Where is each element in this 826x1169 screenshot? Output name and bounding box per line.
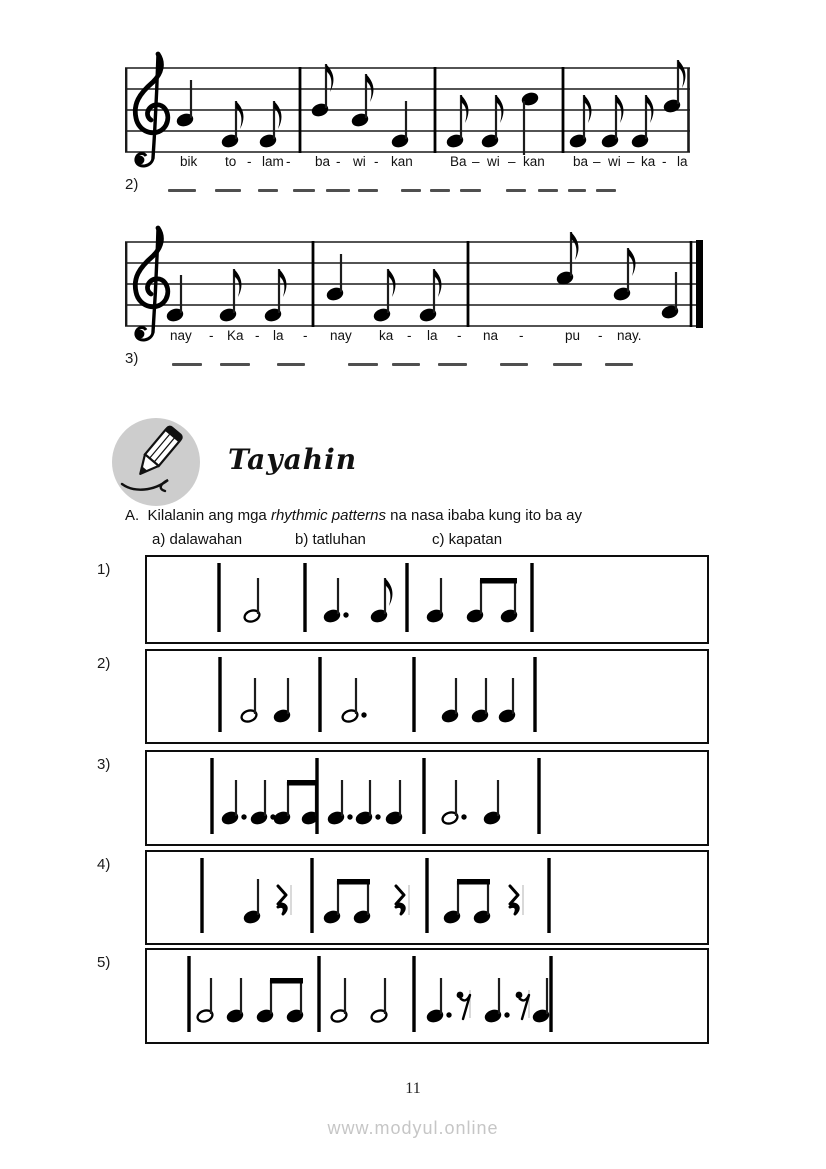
quarter-rest bbox=[278, 885, 291, 915]
note-q bbox=[326, 254, 344, 301]
note-q bbox=[273, 678, 291, 723]
answer-dash bbox=[605, 363, 633, 366]
music-staff-1 bbox=[125, 36, 690, 186]
instruction-letter: A. bbox=[125, 507, 140, 524]
lyric-syllable: nay. bbox=[617, 328, 642, 343]
note-q bbox=[243, 879, 261, 924]
eighth-flag bbox=[385, 578, 392, 606]
note-q bbox=[471, 678, 489, 723]
answer-dash bbox=[215, 189, 241, 192]
note-e8 bbox=[219, 269, 241, 322]
lyric-syllable: - bbox=[286, 154, 291, 169]
note-q bbox=[661, 272, 679, 319]
box-label: 3) bbox=[97, 756, 111, 773]
beamed-eighth-pair bbox=[273, 780, 319, 825]
augmentation-dot bbox=[241, 814, 246, 819]
answer-dash bbox=[392, 363, 420, 366]
answer-dash bbox=[568, 189, 586, 192]
lyric-syllable: kan bbox=[523, 154, 545, 169]
quarter-rest-glyph bbox=[510, 886, 518, 914]
rhythm-pattern bbox=[147, 651, 703, 742]
lyric-syllable: la bbox=[427, 328, 438, 343]
note-e8 bbox=[446, 95, 468, 148]
note-q bbox=[498, 678, 516, 723]
note-dq bbox=[250, 780, 276, 825]
answer-blank-row-2 bbox=[125, 176, 138, 202]
lyric-syllable: - bbox=[336, 154, 341, 169]
note-h bbox=[240, 678, 258, 723]
eighth-flag bbox=[274, 101, 281, 129]
beam bbox=[337, 879, 370, 885]
lyric-syllable: ka bbox=[641, 154, 656, 169]
note-q bbox=[532, 978, 550, 1023]
eighth-rest bbox=[457, 990, 470, 1019]
answer-dash bbox=[172, 363, 202, 366]
answer-dash bbox=[460, 189, 481, 192]
eighth-rest-blob bbox=[516, 992, 523, 999]
rhythm-box bbox=[145, 750, 709, 846]
eighth-flag bbox=[496, 95, 503, 123]
beamed-eighth-pair bbox=[256, 978, 304, 1023]
lyric-syllable: - bbox=[598, 328, 603, 343]
eighth-flag bbox=[279, 269, 286, 297]
beam bbox=[270, 978, 303, 984]
lyric-syllable: - bbox=[255, 328, 260, 343]
rhythm-box bbox=[145, 948, 709, 1044]
augmentation-dot bbox=[343, 612, 348, 617]
answer-dash bbox=[553, 363, 582, 366]
answer-dash bbox=[500, 363, 528, 366]
eighth-flag bbox=[646, 95, 653, 123]
note-q bbox=[385, 780, 403, 825]
eighth-flag bbox=[584, 95, 591, 123]
quarter-rest-glyph bbox=[278, 886, 286, 914]
note-e8 bbox=[351, 74, 373, 127]
answer-dash bbox=[358, 189, 378, 192]
eighth-flag bbox=[678, 60, 685, 88]
augmentation-dot bbox=[504, 1012, 509, 1017]
note-dq bbox=[355, 780, 381, 825]
lyric-syllable: – bbox=[627, 154, 635, 169]
note-dq bbox=[323, 578, 349, 623]
lyric-syllable: - bbox=[374, 154, 379, 169]
note-h bbox=[370, 978, 388, 1023]
note-q bbox=[166, 275, 184, 322]
note-e8 bbox=[631, 95, 653, 148]
note-dq bbox=[484, 978, 510, 1023]
eighth-flag bbox=[571, 232, 578, 260]
eighth-rest bbox=[516, 990, 529, 1019]
beamed-eighth-pair bbox=[443, 879, 491, 924]
lyric-syllable: - bbox=[303, 328, 308, 343]
lyric-syllable: - bbox=[407, 328, 412, 343]
lyric-syllable: wi bbox=[353, 154, 366, 169]
eighth-flag bbox=[366, 74, 373, 102]
answer-dash bbox=[348, 363, 378, 366]
lyric-syllable: lam bbox=[262, 154, 284, 169]
final-thick-bar bbox=[696, 240, 703, 328]
note-q bbox=[426, 578, 444, 623]
lyric-syllable: ka bbox=[379, 328, 394, 343]
rhythm-pattern bbox=[147, 752, 703, 844]
note-dh bbox=[341, 678, 367, 723]
rhythm-box bbox=[145, 649, 709, 744]
lyric-syllable: la bbox=[677, 154, 688, 169]
lyric-syllable: – bbox=[508, 154, 516, 169]
page-number: 11 bbox=[405, 1080, 421, 1097]
note-e8 bbox=[373, 269, 395, 322]
box-label: 5) bbox=[97, 954, 111, 971]
note-e8 bbox=[370, 578, 392, 623]
lyric-syllable: kan bbox=[391, 154, 413, 169]
lyric-syllable: pu bbox=[565, 328, 581, 343]
note-h bbox=[243, 578, 261, 623]
note-e8 bbox=[613, 248, 635, 301]
note-q bbox=[483, 780, 501, 825]
lyric-syllable: nay bbox=[330, 328, 352, 343]
note-q bbox=[391, 101, 409, 148]
lyric-syllable: wi bbox=[608, 154, 621, 169]
watermark: www.modyul.online bbox=[327, 1118, 499, 1138]
lyric-syllable: la bbox=[273, 328, 284, 343]
lyric-syllable: ba bbox=[315, 154, 331, 169]
note-e8 bbox=[259, 101, 281, 148]
box-label: 1) bbox=[97, 561, 111, 578]
lyric-syllable: Ka bbox=[227, 328, 244, 343]
lyric-syllable: – bbox=[593, 154, 601, 169]
answer-dash bbox=[168, 189, 196, 192]
note-e8 bbox=[481, 95, 503, 148]
rhythm-box bbox=[145, 555, 709, 644]
answer-dash bbox=[506, 189, 526, 192]
note-e8 bbox=[221, 101, 243, 148]
lyric-syllable: nay bbox=[170, 328, 192, 343]
note-dq bbox=[426, 978, 452, 1023]
rhythm-pattern bbox=[147, 950, 703, 1042]
note-q bbox=[226, 978, 244, 1023]
lyric-syllable: na bbox=[483, 328, 499, 343]
augmentation-dot bbox=[446, 1012, 451, 1017]
note-dh bbox=[441, 780, 467, 825]
augmentation-dot bbox=[347, 814, 352, 819]
note-e8 bbox=[601, 95, 623, 148]
beam bbox=[287, 780, 318, 786]
eighth-flag bbox=[628, 248, 635, 276]
answer-dash bbox=[277, 363, 305, 366]
answer-dash bbox=[438, 363, 467, 366]
lyric-syllable: – bbox=[472, 154, 480, 169]
lyric-syllable: - bbox=[457, 328, 462, 343]
eighth-flag bbox=[236, 101, 243, 129]
box-label: 2) bbox=[97, 655, 111, 672]
pencil-icon bbox=[110, 416, 202, 508]
choice-a: a) dalawahan bbox=[152, 531, 243, 548]
instruction-text: A. Kilalanin ang mga rhythmic patterns na nasa ibaba kung ito ba ay bbox=[125, 507, 582, 524]
answer-dash bbox=[220, 363, 250, 366]
eighth-rest-blob bbox=[457, 992, 464, 999]
beam bbox=[480, 578, 517, 584]
lyric-syllable: bik bbox=[180, 154, 198, 169]
eighth-flag bbox=[461, 95, 468, 123]
note-e8 bbox=[264, 269, 286, 322]
quarter-rest-glyph bbox=[396, 886, 404, 914]
lyric-syllable: ba bbox=[573, 154, 589, 169]
eighth-flag bbox=[234, 269, 241, 297]
answer-dash bbox=[596, 189, 616, 192]
answer-dash bbox=[258, 189, 278, 192]
blank-row-label: 2) bbox=[125, 176, 139, 193]
beamed-eighth-pair bbox=[466, 578, 518, 623]
answer-dash bbox=[326, 189, 350, 192]
rhythm-box bbox=[145, 850, 709, 945]
lyric-syllable: - bbox=[662, 154, 667, 169]
quarter-rest bbox=[396, 885, 409, 915]
rhythm-pattern bbox=[147, 557, 703, 642]
note-dq bbox=[221, 780, 247, 825]
note-q bbox=[521, 92, 539, 155]
section-title: Tayahin bbox=[228, 443, 358, 476]
rhythm-pattern bbox=[147, 852, 703, 943]
beam bbox=[457, 879, 490, 885]
box-label: 4) bbox=[97, 856, 111, 873]
eighth-flag bbox=[388, 269, 395, 297]
note-e8 bbox=[556, 232, 578, 285]
note-dq bbox=[327, 780, 353, 825]
augmentation-dot bbox=[461, 814, 466, 819]
answer-dash bbox=[293, 189, 315, 192]
answer-dash bbox=[430, 189, 450, 192]
eighth-flag bbox=[616, 95, 623, 123]
eighth-flag bbox=[434, 269, 441, 297]
lyric-syllable: wi bbox=[487, 154, 500, 169]
note-e8 bbox=[569, 95, 591, 148]
quarter-rest bbox=[510, 885, 523, 915]
note-h bbox=[196, 978, 214, 1023]
note-q bbox=[176, 80, 194, 127]
answer-dash bbox=[401, 189, 421, 192]
lyric-syllable: - bbox=[247, 154, 252, 169]
note-q bbox=[441, 678, 459, 723]
choice-c: c) kapatan bbox=[432, 531, 503, 548]
lyric-syllable: Ba bbox=[450, 154, 467, 169]
note-h bbox=[330, 978, 348, 1023]
augmentation-dot bbox=[361, 712, 366, 717]
note-e8 bbox=[419, 269, 441, 322]
lyric-syllable: - bbox=[519, 328, 524, 343]
blank-row-label: 3) bbox=[125, 350, 139, 367]
lyric-syllable: - bbox=[209, 328, 214, 343]
lyric-syllable: to bbox=[225, 154, 237, 169]
answer-blank-row-3 bbox=[125, 350, 138, 376]
choice-b: b) tatluhan bbox=[295, 531, 366, 548]
beamed-eighth-pair bbox=[323, 879, 371, 924]
music-staff-2 bbox=[125, 210, 703, 360]
augmentation-dot bbox=[375, 814, 380, 819]
answer-dash bbox=[538, 189, 558, 192]
